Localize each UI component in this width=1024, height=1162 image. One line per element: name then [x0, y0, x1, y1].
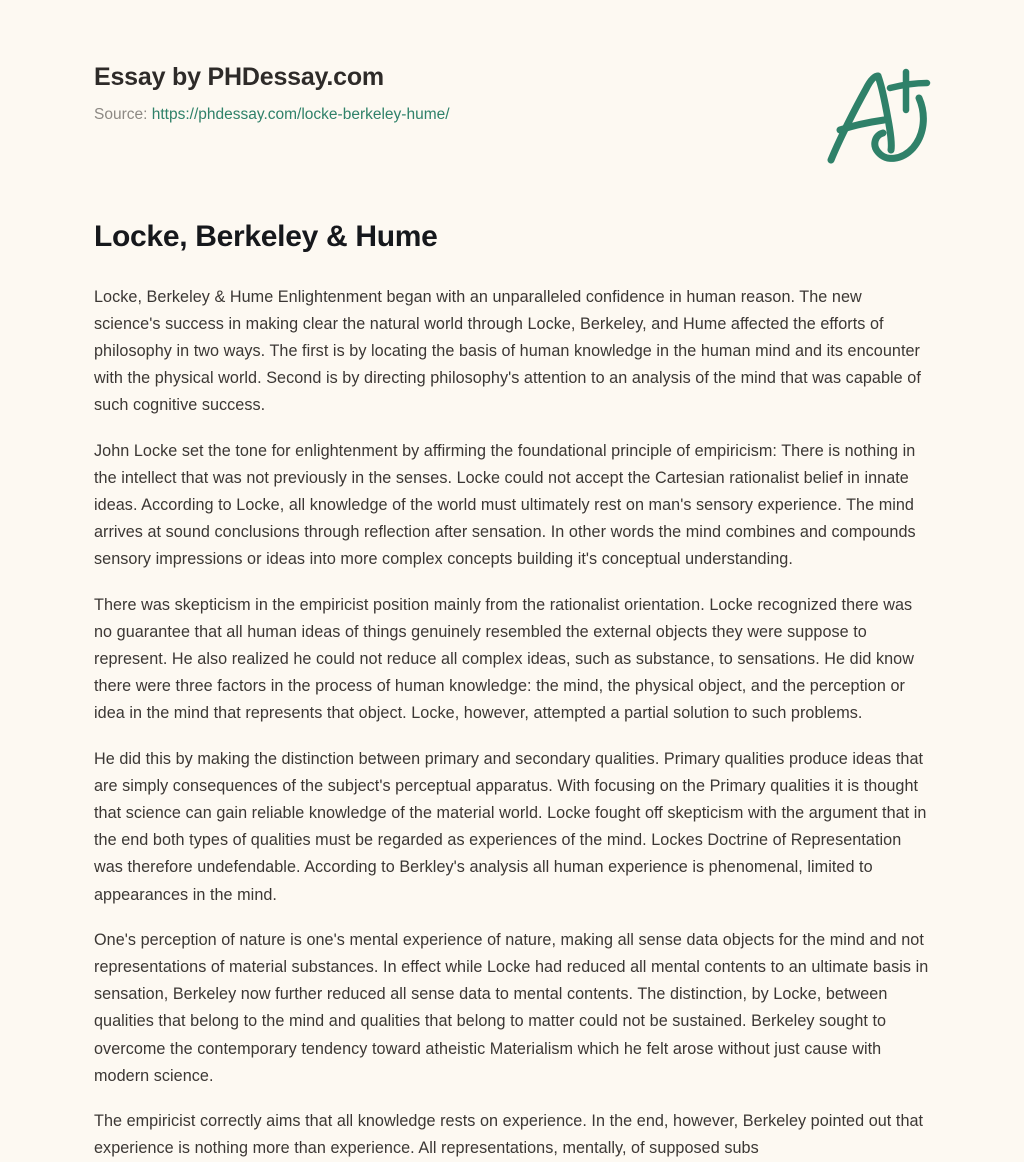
- article-body: [94, 284, 932, 1162]
- paragraph: One's perception of nature is one's mental experience of nature, making all sense data objects for the mind and not representations of material substances. In effect while Locke had reduced all mental contents to an ultimate basis in sensation, Berkeley now further reduced all sense data to mental contents. The distinction, by Locke, between qualities that belong to the mind and qualities that belong to matter could not be sustained. Berkeley sought to overcome the contemporary tendency toward atheistic Materialism which he felt arose without just cause with modern science.: [94, 927, 932, 1090]
- aplus-logo: [818, 62, 942, 170]
- page-header: [94, 62, 930, 125]
- brand-title: Essay by PHDessay.com: [94, 62, 930, 92]
- source-label: Source:: [94, 106, 147, 123]
- paragraph: He did this by making the distinction between primary and secondary qualities. Primary qualities produce ideas that are simply consequences of the subject's perceptual apparatus. With focusing on the Primary qualities it is thought that science can gain reliable knowledge of the material world. Locke fought off skepticism with the argument that in the end both types of qualities must be regarded as experiences of the mind. Lockes Doctrine of Representation was therefore undefendable. According to Berkley's analysis all human experience is phenomenal, limited to appearances in the mind.: [94, 746, 932, 909]
- paragraph: Locke, Berkeley & Hume Enlightenment began with an unparalleled confidence in human reason. The new science's success in making clear the natural world through Locke, Berkeley, and Hume affected the efforts of philosophy in two ways. The first is by locating the basis of human knowledge in the human mind and its encounter with the physical world. Second is by directing philosophy's attention to an analysis of the mind that was capable of such cognitive success.: [94, 284, 932, 420]
- aplus-logo-icon: [818, 62, 942, 170]
- page-title: Locke, Berkeley & Hume: [94, 218, 932, 256]
- article: [94, 218, 932, 1162]
- paragraph: The empiricist correctly aims that all knowledge rests on experience. In the end, however, Berkeley pointed out that experience is nothing more than experience. All representations, mentally, of supposed subs: [94, 1108, 932, 1162]
- paragraph: John Locke set the tone for enlightenment by affirming the foundational principle of empiricism: There is nothing in the intellect that was not previously in the senses. Locke could not accept the Cartesian rationalist belief in innate ideas. According to Locke, all knowledge of the world must ultimately rest on man's sensory experience. The mind arrives at sound conclusions through reflection after sensation. In other words the mind combines and compounds sensory impressions or ideas into more complex concepts building it's conceptual understanding.: [94, 438, 932, 574]
- paragraph: There was skepticism in the empiricist position mainly from the rationalist orientation. Locke recognized there was no guarantee that all human ideas of things genuinely resembled the external objects they were suppose to represent. He also realized he could not reduce all complex ideas, such as substance, to sensations. He did know there were three factors in the process of human knowledge: the mind, the physical object, and the perception or idea in the mind that represents that object. Locke, however, attempted a partial solution to such problems.: [94, 592, 932, 728]
- source-url-link[interactable]: https://phdessay.com/locke-berkeley-hume/: [152, 106, 450, 123]
- source-line: [94, 105, 930, 125]
